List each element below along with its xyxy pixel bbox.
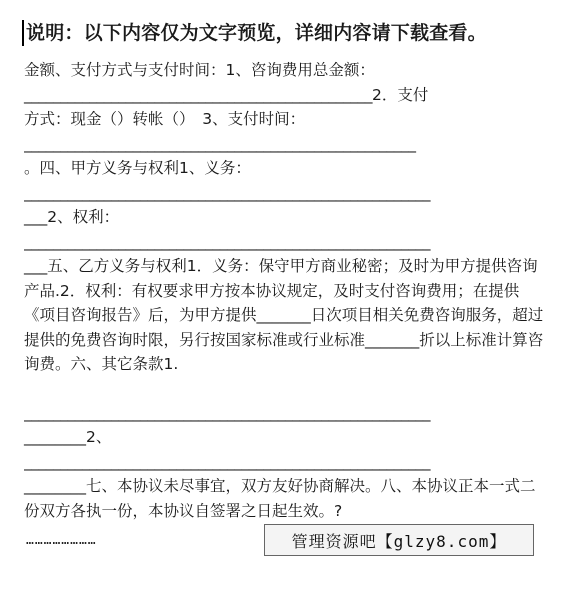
paragraph-party-a-duties: 。四、甲方义务与权利1、义务： [24,159,251,177]
preview-notice: 说明：以下内容仅为文字预览，详细内容请下载查看。 [26,22,487,44]
paragraph-party-b: ___五、乙方义务与权利1．义务：保守甲方商业秘密；及时为甲方提供咨询产品.2．权利：有权要求甲方按本协议规定，及时支付咨询费用；在提供《项目咨询报告》后，为甲方提供_______日次项目相关免费咨询服务，超过提供的免费咨询时限，另行按国家标准或行业标准_______折以上标准计算咨询费。六、其它条款1. [24,257,544,373]
fill-blank: ________________________________________________________ [24,403,430,422]
ellipsis: …………………… [26,533,97,548]
paragraph-closing: ________七、本协议未尽事宜，双方友好协商解决。八、本协议正本一式二份双方各执一份，本协议自签署之日起生效。? [24,477,536,520]
fill-blank: ______________________________________________________ [24,134,416,153]
fill-blank: ________________________________________________________ [24,232,430,251]
watermark-badge: 管理资源吧【glzy8.com】 [264,524,534,556]
document-body [24,58,548,523]
paragraph-payment-heading: 金额、支付方式与支付时间：1、咨询费用总金额： [24,61,375,79]
paragraph-party-a-rights: ___2、权利： [24,208,120,226]
text-fragment: 2．支付 [372,85,429,104]
fill-blank: ________________________________________________________ [24,452,430,471]
text-cursor [22,20,24,46]
fill-blank: ________________________________________________ [24,85,372,104]
paragraph-fee-blank [24,83,548,108]
paragraph-payment-method: 方式：现金（）转帐（） 3、支付时间： [24,110,306,128]
paragraph-other-2: ________2、 [24,428,112,446]
fill-blank: ________________________________________________________ [24,183,430,202]
